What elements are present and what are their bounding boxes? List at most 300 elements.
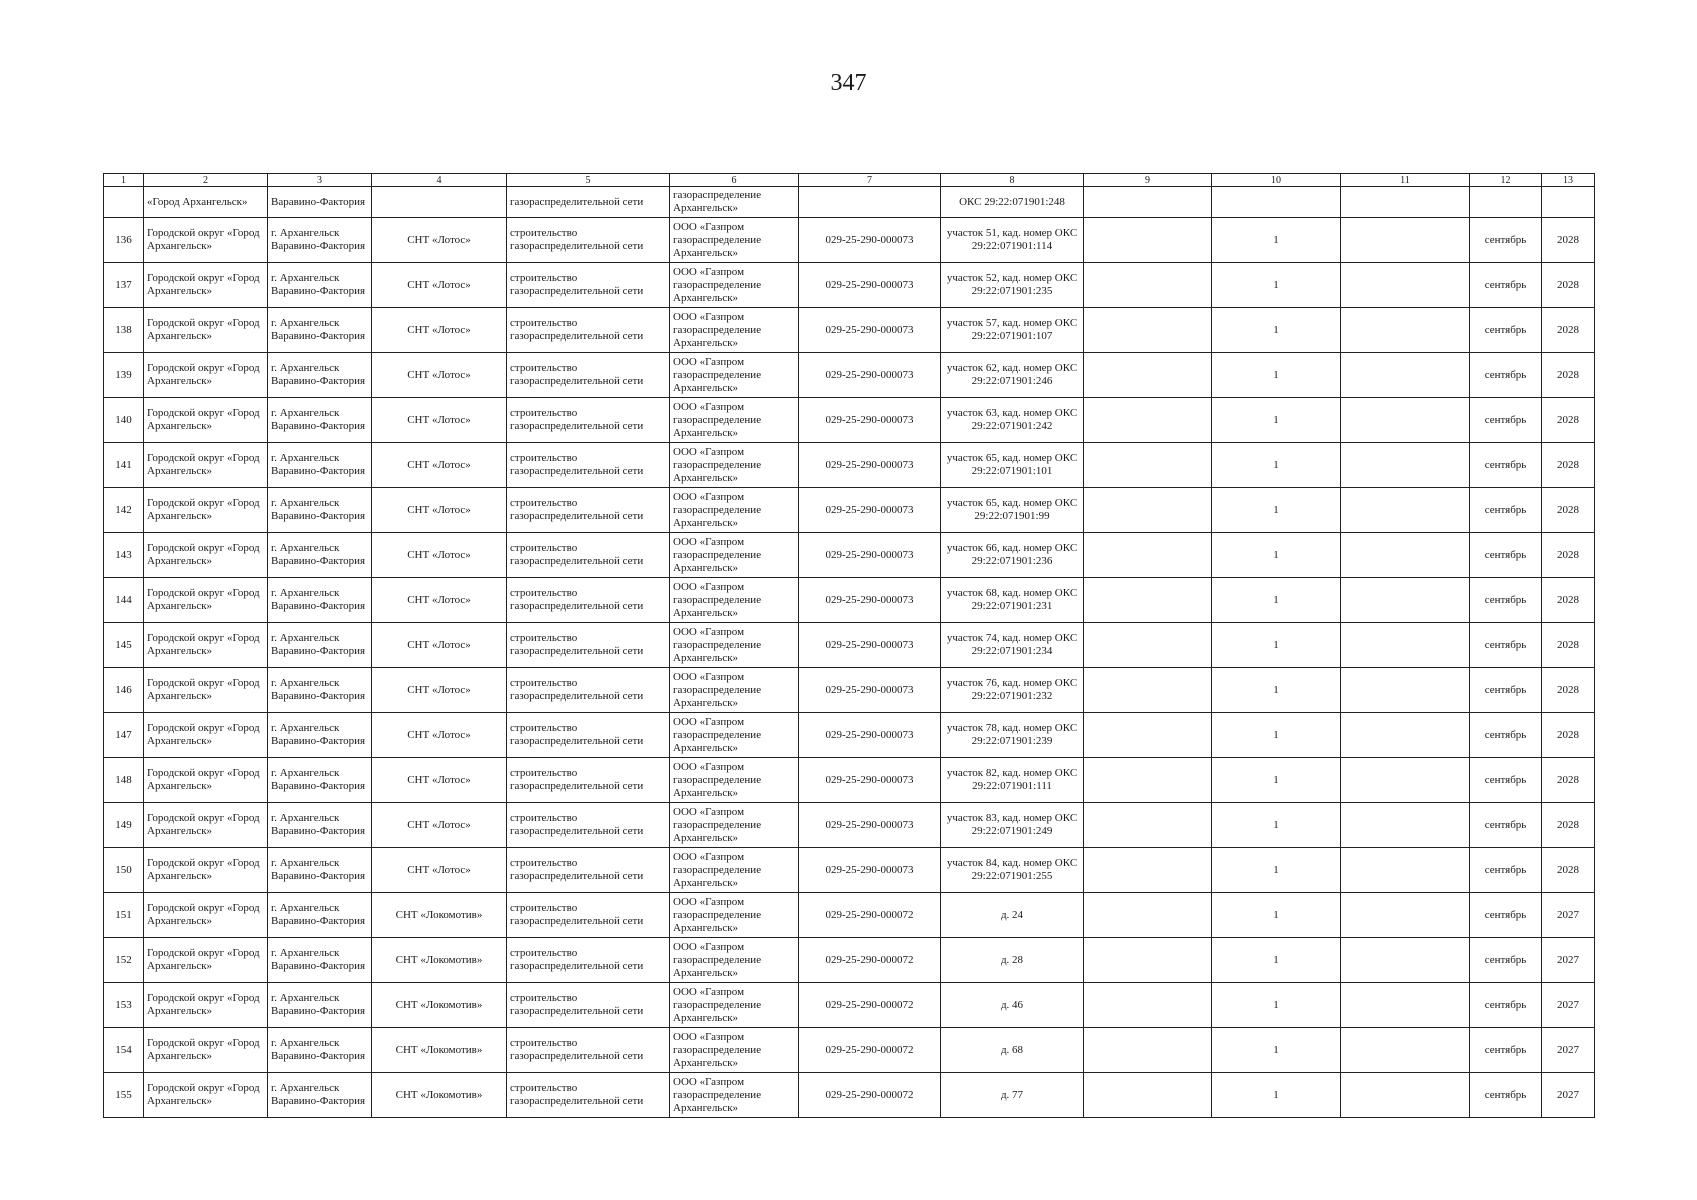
cell-district: Городской округ «Город Архангельск» [144,668,268,713]
table-row [104,1028,1595,1073]
cell-district: Городской округ «Город Архангельск» [144,533,268,578]
cell-year: 2028 [1542,803,1595,848]
cell-org: ООО «Газпром газораспределение Архангельск» [670,848,799,893]
cell-year: 2028 [1542,398,1595,443]
table-row [104,713,1595,758]
cell-quantity: 1 [1212,983,1341,1028]
cell-col9 [1084,218,1212,263]
cell-year: 2028 [1542,533,1595,578]
cell-empty [1542,187,1595,218]
cell-object: участок 52, кад. номер ОКС 29:22:071901:235 [941,263,1084,308]
cell-object: участок 83, кад. номер ОКС 29:22:071901:249 [941,803,1084,848]
continued-row [104,187,1595,218]
cell-col11 [1341,353,1470,398]
cell-year: 2028 [1542,713,1595,758]
cell-year: 2027 [1542,983,1595,1028]
cell-work: строительство газораспределительной сети [507,1073,670,1118]
cell-number: 149 [104,803,144,848]
cell-code: 029-25-290-000073 [799,533,941,578]
column-number-header [104,174,1595,187]
cell-number: 141 [104,443,144,488]
cell-col9 [1084,578,1212,623]
cell-work: строительство газораспределительной сети [507,488,670,533]
cell-empty [1212,187,1341,218]
cell-month: сентябрь [1470,308,1542,353]
cell-org: ООО «Газпром газораспределение Архангельск» [670,758,799,803]
table-row [104,1073,1595,1118]
cell-col9 [1084,398,1212,443]
cell-number: 155 [104,1073,144,1118]
cell-district: Городской округ «Город Архангельск» [144,353,268,398]
cell-org: ООО «Газпром газораспределение Архангельск» [670,533,799,578]
cell-locality: г. Архангельск Варавино-Фактория [268,263,372,308]
cell-district: Городской округ «Город Архангельск» [144,893,268,938]
cell-empty [799,187,941,218]
cell-col11 [1341,713,1470,758]
cell-locality: г. Архангельск Варавино-Фактория [268,893,372,938]
cell-quantity: 1 [1212,668,1341,713]
cell-code: 029-25-290-000073 [799,218,941,263]
cell-code: 029-25-290-000072 [799,1073,941,1118]
cell-object: участок 63, кад. номер ОКС 29:22:071901:242 [941,398,1084,443]
table-row [104,758,1595,803]
cell-work: строительство газораспределительной сети [507,713,670,758]
cell-month: сентябрь [1470,668,1542,713]
cell-month: сентябрь [1470,578,1542,623]
cell-empty [1470,187,1542,218]
cell-code: 029-25-290-000073 [799,488,941,533]
cell-snt: СНТ «Лотос» [372,488,507,533]
cell-month: сентябрь [1470,848,1542,893]
cell-number: 153 [104,983,144,1028]
cell-number: 144 [104,578,144,623]
cell-work: строительство газораспределительной сети [507,848,670,893]
cell-quantity: 1 [1212,308,1341,353]
cell-locality: г. Архангельск Варавино-Фактория [268,1028,372,1073]
register-table [103,173,1595,1118]
cell-district: Городской округ «Город Архангельск» [144,758,268,803]
cell-snt: СНТ «Лотос» [372,848,507,893]
cell-snt: СНТ «Лотос» [372,803,507,848]
cell-number: 148 [104,758,144,803]
cell-code: 029-25-290-000072 [799,938,941,983]
cell-org: ООО «Газпром газораспределение Архангельск» [670,938,799,983]
cell-code: 029-25-290-000073 [799,803,941,848]
cell-snt: СНТ «Лотос» [372,758,507,803]
cell-col9 [1084,758,1212,803]
cell-quantity: 1 [1212,263,1341,308]
cell-district: Городской округ «Город Архангельск» [144,1028,268,1073]
table-row [104,983,1595,1028]
cell-number: 136 [104,218,144,263]
cell-locality: г. Архангельск Варавино-Фактория [268,308,372,353]
cell-year: 2028 [1542,488,1595,533]
cell-month: сентябрь [1470,533,1542,578]
cell-col9 [1084,353,1212,398]
cell-quantity: 1 [1212,1073,1341,1118]
column-header: 12 [1470,174,1542,187]
cell-quantity: 1 [1212,848,1341,893]
column-header: 1 [104,174,144,187]
cell-org: ООО «Газпром газораспределение Архангельск» [670,893,799,938]
cell-col11 [1341,398,1470,443]
cell-object: участок 62, кад. номер ОКС 29:22:071901:246 [941,353,1084,398]
cell-col9 [1084,848,1212,893]
cell-district: Городской округ «Город Архангельск» [144,623,268,668]
table-row [104,488,1595,533]
cell-year: 2027 [1542,938,1595,983]
table-row [104,803,1595,848]
cell-org: ООО «Газпром газораспределение Архангельск» [670,578,799,623]
cell-col11 [1341,938,1470,983]
cell-code: 029-25-290-000073 [799,443,941,488]
cell-org: газораспределение Архангельск» [670,187,799,218]
cell-locality: г. Архангельск Варавино-Фактория [268,938,372,983]
cell-quantity: 1 [1212,758,1341,803]
cell-locality: г. Архангельск Варавино-Фактория [268,803,372,848]
table-row [104,893,1595,938]
cell-col11 [1341,488,1470,533]
column-header: 4 [372,174,507,187]
cell-col9 [1084,308,1212,353]
cell-work: строительство газораспределительной сети [507,578,670,623]
cell-col9 [1084,803,1212,848]
cell-object: д. 46 [941,983,1084,1028]
cell-object: участок 82, кад. номер ОКС 29:22:071901:111 [941,758,1084,803]
cell-district: Городской округ «Город Архангельск» [144,983,268,1028]
cell-object: участок 74, кад. номер ОКС 29:22:071901:234 [941,623,1084,668]
cell-code: 029-25-290-000073 [799,713,941,758]
column-header: 9 [1084,174,1212,187]
cell-work: строительство газораспределительной сети [507,938,670,983]
cell-code: 029-25-290-000073 [799,308,941,353]
cell-col11 [1341,1073,1470,1118]
column-header: 7 [799,174,941,187]
column-header: 2 [144,174,268,187]
cell-locality: г. Архангельск Варавино-Фактория [268,353,372,398]
table-row [104,533,1595,578]
cell-month: сентябрь [1470,758,1542,803]
cell-work: строительство газораспределительной сети [507,398,670,443]
cell-col9 [1084,1028,1212,1073]
cell-object: д. 24 [941,893,1084,938]
cell-empty [1084,187,1212,218]
cell-snt: СНТ «Лотос» [372,308,507,353]
column-header: 10 [1212,174,1341,187]
cell-year: 2028 [1542,263,1595,308]
cell-org: ООО «Газпром газораспределение Архангельск» [670,1073,799,1118]
cell-work: строительство газораспределительной сети [507,1028,670,1073]
cell-district: Городской округ «Город Архангельск» [144,443,268,488]
cell-col11 [1341,1028,1470,1073]
cell-code: 029-25-290-000073 [799,848,941,893]
cell-org: ООО «Газпром газораспределение Архангельск» [670,1028,799,1073]
cell-work: строительство газораспределительной сети [507,443,670,488]
cell-quantity: 1 [1212,1028,1341,1073]
table-row [104,848,1595,893]
cell-quantity: 1 [1212,578,1341,623]
cell-work: строительство газораспределительной сети [507,353,670,398]
cell-number: 147 [104,713,144,758]
cell-code: 029-25-290-000073 [799,578,941,623]
cell-object: д. 28 [941,938,1084,983]
cell-snt: СНТ «Лотос» [372,218,507,263]
cell-org: ООО «Газпром газораспределение Архангельск» [670,803,799,848]
cell-org: ООО «Газпром газораспределение Архангельск» [670,218,799,263]
cell-number: 138 [104,308,144,353]
cell-col11 [1341,623,1470,668]
cell-org: ООО «Газпром газораспределение Архангельск» [670,443,799,488]
cell-locality: г. Архангельск Варавино-Фактория [268,398,372,443]
cell-locality: г. Архангельск Варавино-Фактория [268,713,372,758]
cell-code: 029-25-290-000072 [799,893,941,938]
cell-number: 151 [104,893,144,938]
cell-district: Городской округ «Город Архангельск» [144,578,268,623]
table-row [104,308,1595,353]
cell-month: сентябрь [1470,893,1542,938]
cell-col11 [1341,218,1470,263]
cell-snt: СНТ «Лотос» [372,533,507,578]
cell-col11 [1341,263,1470,308]
cell-org: ООО «Газпром газораспределение Архангельск» [670,623,799,668]
cell-object: участок 84, кад. номер ОКС 29:22:071901:255 [941,848,1084,893]
cell-org: ООО «Газпром газораспределение Архангельск» [670,668,799,713]
cell-year: 2028 [1542,623,1595,668]
cell-col9 [1084,1073,1212,1118]
table-row [104,443,1595,488]
cell-empty [104,187,144,218]
cell-district: Городской округ «Город Архангельск» [144,308,268,353]
cell-locality: Варавино-Фактория [268,187,372,218]
column-header: 5 [507,174,670,187]
cell-code: 029-25-290-000073 [799,263,941,308]
cell-number: 152 [104,938,144,983]
column-header: 13 [1542,174,1595,187]
cell-district: Городской округ «Город Архангельск» [144,398,268,443]
cell-work: строительство газораспределительной сети [507,308,670,353]
cell-snt: СНТ «Локомотив» [372,893,507,938]
cell-col9 [1084,938,1212,983]
cell-col11 [1341,443,1470,488]
cell-org: ООО «Газпром газораспределение Архангельск» [670,713,799,758]
cell-col11 [1341,668,1470,713]
cell-work: строительство газораспределительной сети [507,263,670,308]
cell-locality: г. Архангельск Варавино-Фактория [268,443,372,488]
cell-col11 [1341,983,1470,1028]
cell-org: ООО «Газпром газораспределение Архангельск» [670,263,799,308]
page-number: 347 [830,70,867,96]
cell-year: 2028 [1542,353,1595,398]
cell-number: 139 [104,353,144,398]
cell-org: ООО «Газпром газораспределение Архангельск» [670,488,799,533]
cell-district: Городской округ «Город Архангельск» [144,488,268,533]
cell-snt: СНТ «Лотос» [372,353,507,398]
table-row [104,578,1595,623]
cell-locality: г. Архангельск Варавино-Фактория [268,668,372,713]
cell-year: 2028 [1542,758,1595,803]
cell-month: сентябрь [1470,218,1542,263]
cell-work: строительство газораспределительной сети [507,668,670,713]
table-row [104,263,1595,308]
cell-empty [1341,187,1470,218]
cell-district: Городской округ «Город Архангельск» [144,1073,268,1118]
cell-quantity: 1 [1212,623,1341,668]
cell-year: 2027 [1542,1073,1595,1118]
cell-month: сентябрь [1470,938,1542,983]
cell-empty [372,187,507,218]
cell-locality: г. Архангельск Варавино-Фактория [268,983,372,1028]
cell-number: 145 [104,623,144,668]
table-row [104,623,1595,668]
cell-year: 2028 [1542,308,1595,353]
cell-quantity: 1 [1212,533,1341,578]
cell-month: сентябрь [1470,263,1542,308]
cell-district: Городской округ «Город Архангельск» [144,218,268,263]
cell-snt: СНТ «Лотос» [372,578,507,623]
cell-month: сентябрь [1470,623,1542,668]
cell-quantity: 1 [1212,893,1341,938]
table-row [104,398,1595,443]
cell-quantity: 1 [1212,713,1341,758]
cell-number: 142 [104,488,144,533]
cell-month: сентябрь [1470,983,1542,1028]
table-row [104,353,1595,398]
cell-locality: г. Архангельск Варавино-Фактория [268,848,372,893]
cell-col11 [1341,308,1470,353]
cell-month: сентябрь [1470,1073,1542,1118]
cell-snt: СНТ «Локомотив» [372,983,507,1028]
cell-org: ООО «Газпром газораспределение Архангельск» [670,308,799,353]
cell-year: 2028 [1542,218,1595,263]
cell-col9 [1084,488,1212,533]
cell-code: 029-25-290-000073 [799,398,941,443]
column-header: 8 [941,174,1084,187]
column-header: 6 [670,174,799,187]
cell-district: Городской округ «Город Архангельск» [144,713,268,758]
cell-locality: г. Архангельск Варавино-Фактория [268,758,372,803]
cell-col9 [1084,713,1212,758]
cell-col9 [1084,533,1212,578]
cell-snt: СНТ «Лотос» [372,263,507,308]
cell-snt: СНТ «Локомотив» [372,938,507,983]
cell-code: 029-25-290-000072 [799,1028,941,1073]
cell-code: 029-25-290-000073 [799,623,941,668]
cell-snt: СНТ «Лотос» [372,623,507,668]
cell-year: 2028 [1542,578,1595,623]
cell-work: строительство газораспределительной сети [507,623,670,668]
cell-work: строительство газораспределительной сети [507,218,670,263]
cell-district: Городской округ «Город Архангельск» [144,848,268,893]
cell-district: Городской округ «Город Архангельск» [144,263,268,308]
cell-district: «Город Архангельск» [144,187,268,218]
cell-number: 154 [104,1028,144,1073]
cell-org: ООО «Газпром газораспределение Архангельск» [670,398,799,443]
cell-work: строительство газораспределительной сети [507,758,670,803]
column-header: 3 [268,174,372,187]
cell-work: строительство газораспределительной сети [507,893,670,938]
cell-snt: СНТ «Лотос» [372,668,507,713]
cell-year: 2028 [1542,443,1595,488]
cell-quantity: 1 [1212,938,1341,983]
cell-month: сентябрь [1470,713,1542,758]
cell-code: 029-25-290-000073 [799,668,941,713]
cell-col9 [1084,668,1212,713]
cell-quantity: 1 [1212,218,1341,263]
cell-object: участок 57, кад. номер ОКС 29:22:071901:107 [941,308,1084,353]
cell-object: участок 65, кад. номер ОКС 29:22:071901:99 [941,488,1084,533]
cell-number: 146 [104,668,144,713]
cell-object: д. 77 [941,1073,1084,1118]
cell-object: участок 66, кад. номер ОКС 29:22:071901:236 [941,533,1084,578]
cell-work: строительство газораспределительной сети [507,983,670,1028]
cell-code: 029-25-290-000072 [799,983,941,1028]
cell-col9 [1084,893,1212,938]
cell-work: строительство газораспределительной сети [507,803,670,848]
cell-month: сентябрь [1470,488,1542,533]
cell-object: ОКС 29:22:071901:248 [941,187,1084,218]
cell-locality: г. Архангельск Варавино-Фактория [268,623,372,668]
cell-object: д. 68 [941,1028,1084,1073]
cell-snt: СНТ «Лотос» [372,443,507,488]
cell-month: сентябрь [1470,1028,1542,1073]
column-header: 11 [1341,174,1470,187]
cell-col11 [1341,803,1470,848]
cell-object: участок 78, кад. номер ОКС 29:22:071901:239 [941,713,1084,758]
cell-locality: г. Архангельск Варавино-Фактория [268,578,372,623]
cell-month: сентябрь [1470,443,1542,488]
cell-col11 [1341,758,1470,803]
cell-quantity: 1 [1212,398,1341,443]
cell-snt: СНТ «Лотос» [372,398,507,443]
cell-work: строительство газораспределительной сети [507,533,670,578]
cell-code: 029-25-290-000073 [799,353,941,398]
cell-month: сентябрь [1470,353,1542,398]
table-row [104,668,1595,713]
cell-quantity: 1 [1212,353,1341,398]
cell-year: 2027 [1542,1028,1595,1073]
cell-month: сентябрь [1470,803,1542,848]
cell-quantity: 1 [1212,803,1341,848]
cell-snt: СНТ «Лотос» [372,713,507,758]
cell-locality: г. Архангельск Варавино-Фактория [268,488,372,533]
cell-col11 [1341,578,1470,623]
cell-col9 [1084,263,1212,308]
cell-code: 029-25-290-000073 [799,758,941,803]
cell-district: Городской округ «Город Архангельск» [144,803,268,848]
cell-snt: СНТ «Локомотив» [372,1073,507,1118]
cell-month: сентябрь [1470,398,1542,443]
cell-object: участок 51, кад. номер ОКС 29:22:071901:114 [941,218,1084,263]
cell-col11 [1341,893,1470,938]
cell-locality: г. Архангельск Варавино-Фактория [268,1073,372,1118]
table-row [104,218,1595,263]
cell-number: 137 [104,263,144,308]
cell-org: ООО «Газпром газораспределение Архангельск» [670,983,799,1028]
cell-locality: г. Архангельск Варавино-Фактория [268,533,372,578]
cell-number: 150 [104,848,144,893]
cell-object: участок 65, кад. номер ОКС 29:22:071901:101 [941,443,1084,488]
cell-col9 [1084,443,1212,488]
cell-locality: г. Архангельск Варавино-Фактория [268,218,372,263]
cell-number: 140 [104,398,144,443]
cell-org: ООО «Газпром газораспределение Архангельск» [670,353,799,398]
cell-snt: СНТ «Локомотив» [372,1028,507,1073]
cell-district: Городской округ «Город Архангельск» [144,938,268,983]
table-row [104,938,1595,983]
cell-work: газораспределительной сети [507,187,670,218]
cell-col9 [1084,623,1212,668]
cell-quantity: 1 [1212,488,1341,533]
